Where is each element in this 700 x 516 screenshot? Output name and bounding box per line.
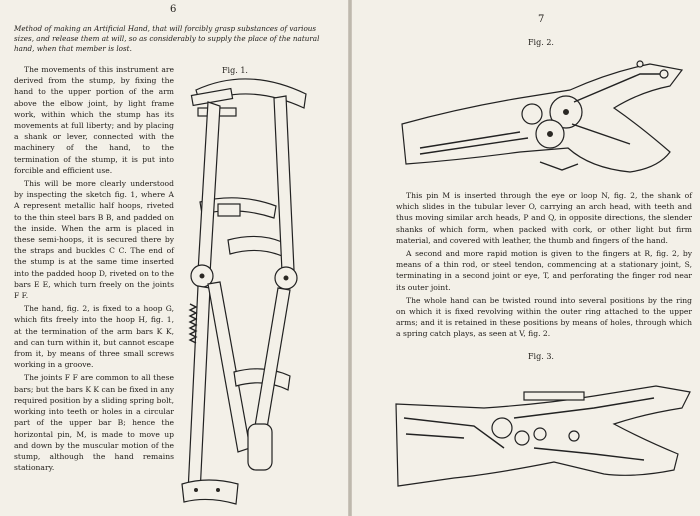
- fig1-label: Fig. 1.: [222, 66, 248, 75]
- page-number-left: 6: [170, 4, 177, 15]
- article-title: Method of making an Artificial Hand, that will forcibly grasp substances of various sizes, and release them at will, so as considerably to supply the place of the natural hand, when that member is lost.: [14, 24, 320, 53]
- fig3-hand-side-illustration: [394, 378, 694, 498]
- left-page: [0, 0, 348, 516]
- fig3-label: Fig. 3.: [528, 352, 554, 361]
- fig1-arm-frame-illustration: [178, 72, 328, 512]
- left-paragraph: The joints F F are common to all these bars; but the bars K K can be fixed in any required position by a sliding spring bolt, working into teeth or holes in a circular part of the upper bar B; hence the horizontal pin, M, is made to move up and down by the muscular motion of the stump, although the hand remains stationary.: [14, 373, 174, 473]
- right-paragraph: A second and more rapid motion is given to the fingers at R, fig. 2, by means of a thin rod, or steel tendon, commencing at a stationary joint, S, terminating in a second joint or eye, T, and perforating the finger rod near its outer joint.: [396, 249, 692, 292]
- right-paragraph: The whole hand can be twisted round into several positions by the ring on which it is fixed revolving within the outer ring attached to the upper arms; and it is retained in these positions by means of holes, through which a spring catch plays, as seen at V, fig. 2.: [396, 295, 692, 339]
- left-paragraph: The movements of this instrument are derived from the stump, by fixing the hand to the upper portion of the arm above the elbow joint, by light frame work, within which the stump has its movements at full liberty; and by placing a shank or lever, connected with the machinery of the hand, to the termination of the stump, it is put into forcible and efficient use.: [14, 65, 174, 175]
- left-paragraph: The hand, fig. 2, is fixed to a hoop G, which fits freely into the hoop H, fig. 1, at the termination of the arm bars K K, and can turn within it, but cannot escape from it, by means of three small screws working in a groove.: [14, 304, 174, 370]
- fig2-label: Fig. 2.: [528, 38, 554, 47]
- page-number-right: 7: [538, 14, 545, 25]
- right-page: [352, 0, 700, 516]
- left-paragraph: This will be more clearly understood by inspecting the sketch fig. 1, where A A represent metallic half hoops, riveted to the thin steel bars B B, and padded on the inside. When the arm is placed in these semi-hoops, it is secured there by the straps and buckles C C. The end of the stump is at the same time inserted into the padded hoop D, riveted on to the bars E E, which turn freely on the joints F F.: [14, 179, 174, 301]
- right-text-column: [396, 190, 692, 342]
- left-text-column: [14, 64, 174, 475]
- right-paragraph: This pin M is inserted through the eye or loop N, fig. 2, the shank of which slides in the tubular lever O, carrying an arch head, with teeth and thus moving similar arch heads, P and Q, in opposite directions, the slender shanks of which form, when packed with cork, or other light but firm material, and covered with leather, the thumb and fingers of the hand.: [396, 191, 692, 245]
- fig2-hand-mechanism-illustration: [400, 52, 690, 187]
